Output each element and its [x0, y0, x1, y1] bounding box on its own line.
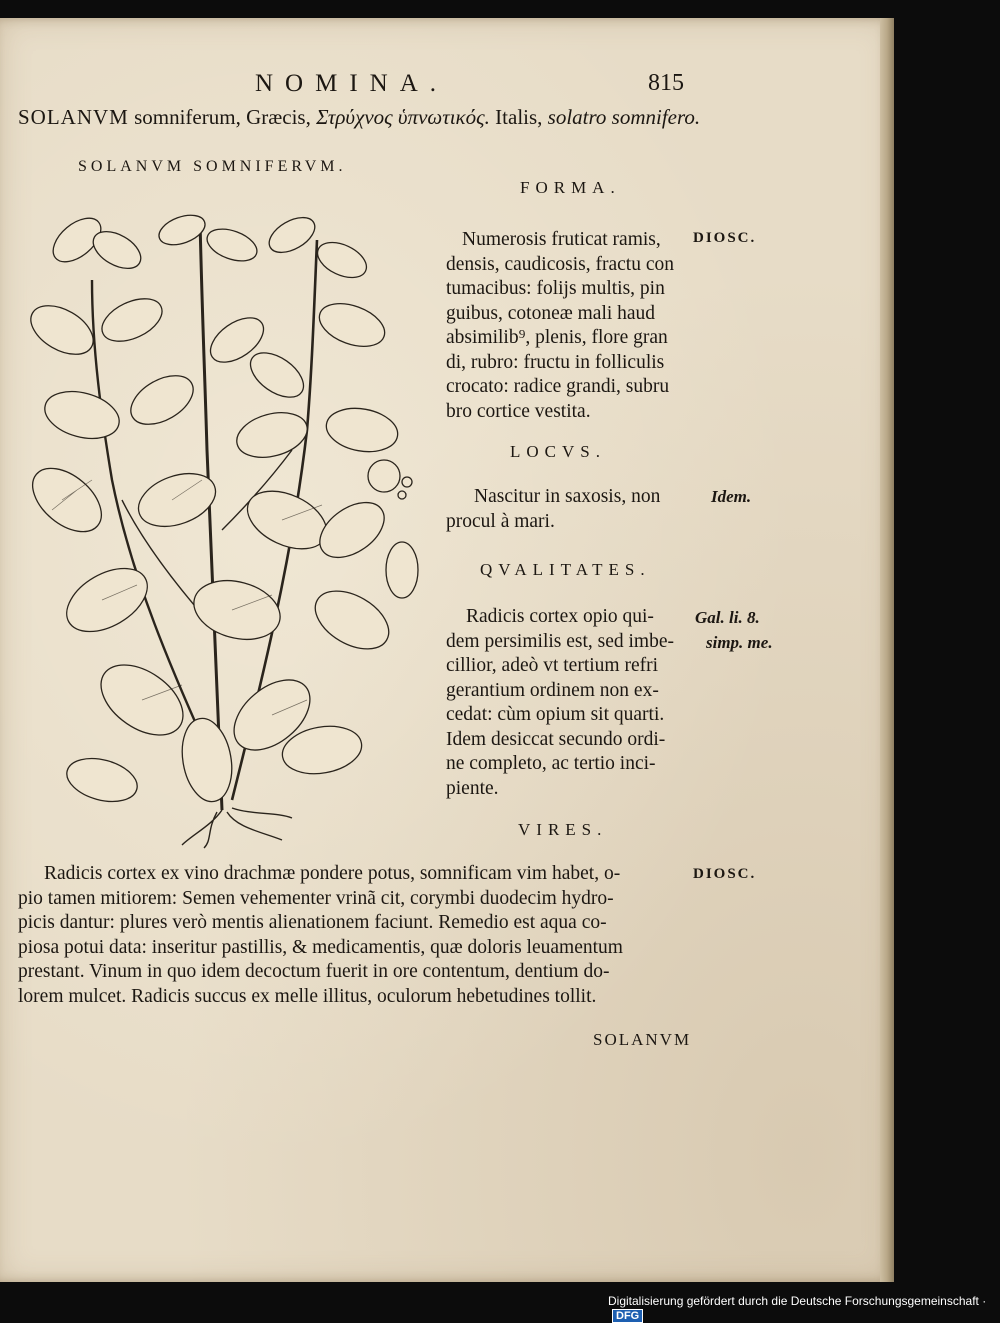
vires-line: picis dantur: plures verò mentis alienationem faciunt. Remedio est aqua co-: [18, 912, 607, 933]
dfg-logo: DFG: [612, 1309, 643, 1323]
locus-line: procul à mari.: [446, 510, 555, 532]
margin-note-forma: DIOSC.: [693, 230, 757, 246]
names-text-2: Italis,: [489, 105, 548, 129]
margin-note-locus: Idem.: [711, 487, 752, 506]
vires-line: pio tamen mitiorem: Semen vehementer vrinã cit, corymbi duodecim hydro-: [18, 887, 614, 909]
qualitates-text: [446, 605, 674, 801]
catchword: SOLANVM: [593, 1030, 692, 1049]
names-text-1: somniferum, Græcis,: [128, 105, 317, 129]
heading-locus: LOCVS.: [510, 442, 606, 461]
forma-line: di, rubro: fructu in folliculis: [446, 351, 665, 373]
qualitates-line: dem persimilis est, sed imbe-: [446, 630, 675, 652]
qualitates-line: cillior, adeò vt tertium refri: [446, 655, 659, 676]
qualitates-line: Idem desiccat secundo ordi-: [446, 728, 666, 750]
forma-line: tumacibus: folijs multis, pin: [446, 278, 665, 299]
plant-woodcut-illustration: [22, 200, 442, 850]
qualitates-line: Radicis cortex opio qui-: [466, 606, 654, 627]
vires-text: [18, 862, 623, 1009]
credit-text: Digitalisierung gefördert durch die Deutsche Forschungsgemeinschaft ·: [608, 1294, 987, 1308]
forma-line: absimilib⁹, plenis, flore gran: [446, 327, 668, 348]
qualitates-line: cedat: cùm opium sit quarti.: [446, 704, 665, 725]
names-lead: SOLANVM: [18, 105, 129, 129]
digitization-credit: [608, 1294, 1000, 1323]
qualitates-line: ne completo, ac tertio inci-: [446, 753, 656, 774]
margin-note-qualitates-1: Gal. li. 8.: [695, 608, 760, 627]
vires-line: prestant. Vinum in quo idem decoctum fuerit in ore contentum, dentium do-: [18, 961, 610, 982]
forma-line: crocato: radice grandi, subru: [446, 376, 670, 397]
forma-line: Numerosis fruticat ramis,: [462, 229, 661, 250]
margin-note-vires: DIOSC.: [693, 866, 757, 882]
names-greek: Στρύχνος ὑπνωτικός.: [316, 105, 490, 129]
heading-qualitates: QVALITATES.: [480, 560, 651, 579]
heading-forma: FORMA.: [520, 178, 621, 197]
vires-line: piosa potui data: inseritur pastillis, & medicamentis, quæ doloris leuamentum: [18, 936, 623, 958]
locus-line: Nascitur in saxosis, non: [474, 486, 661, 507]
margin-note-qualitates-2: simp. me.: [706, 633, 773, 652]
qualitates-line: gerantium ordinem non ex-: [446, 679, 659, 701]
names-italian: solatro somnifero.: [547, 105, 701, 129]
forma-text: [446, 228, 674, 424]
heading-vires: VIRES.: [518, 820, 608, 839]
vires-line: lorem mulcet. Radicis succus ex melle illitus, oculorum hebetudines tollit.: [18, 985, 597, 1007]
forma-line: bro cortice vestita.: [446, 400, 591, 422]
vires-line: Radicis cortex ex vino drachmæ pondere potus, somnificam vim habet, o-: [44, 863, 621, 884]
qualitates-line: piente.: [446, 777, 499, 799]
page-number: 815: [648, 70, 684, 96]
forma-line: densis, caudicosis, fractu con: [446, 253, 674, 275]
plant-caption: SOLANVM SOMNIFERVM.: [78, 158, 347, 175]
locus-text: [446, 485, 660, 534]
running-head: NOMINA.: [255, 70, 449, 97]
forma-line: guibus, cotoneæ mali haud: [446, 302, 656, 324]
names-line: [18, 105, 700, 130]
page-edge: [880, 18, 894, 1282]
